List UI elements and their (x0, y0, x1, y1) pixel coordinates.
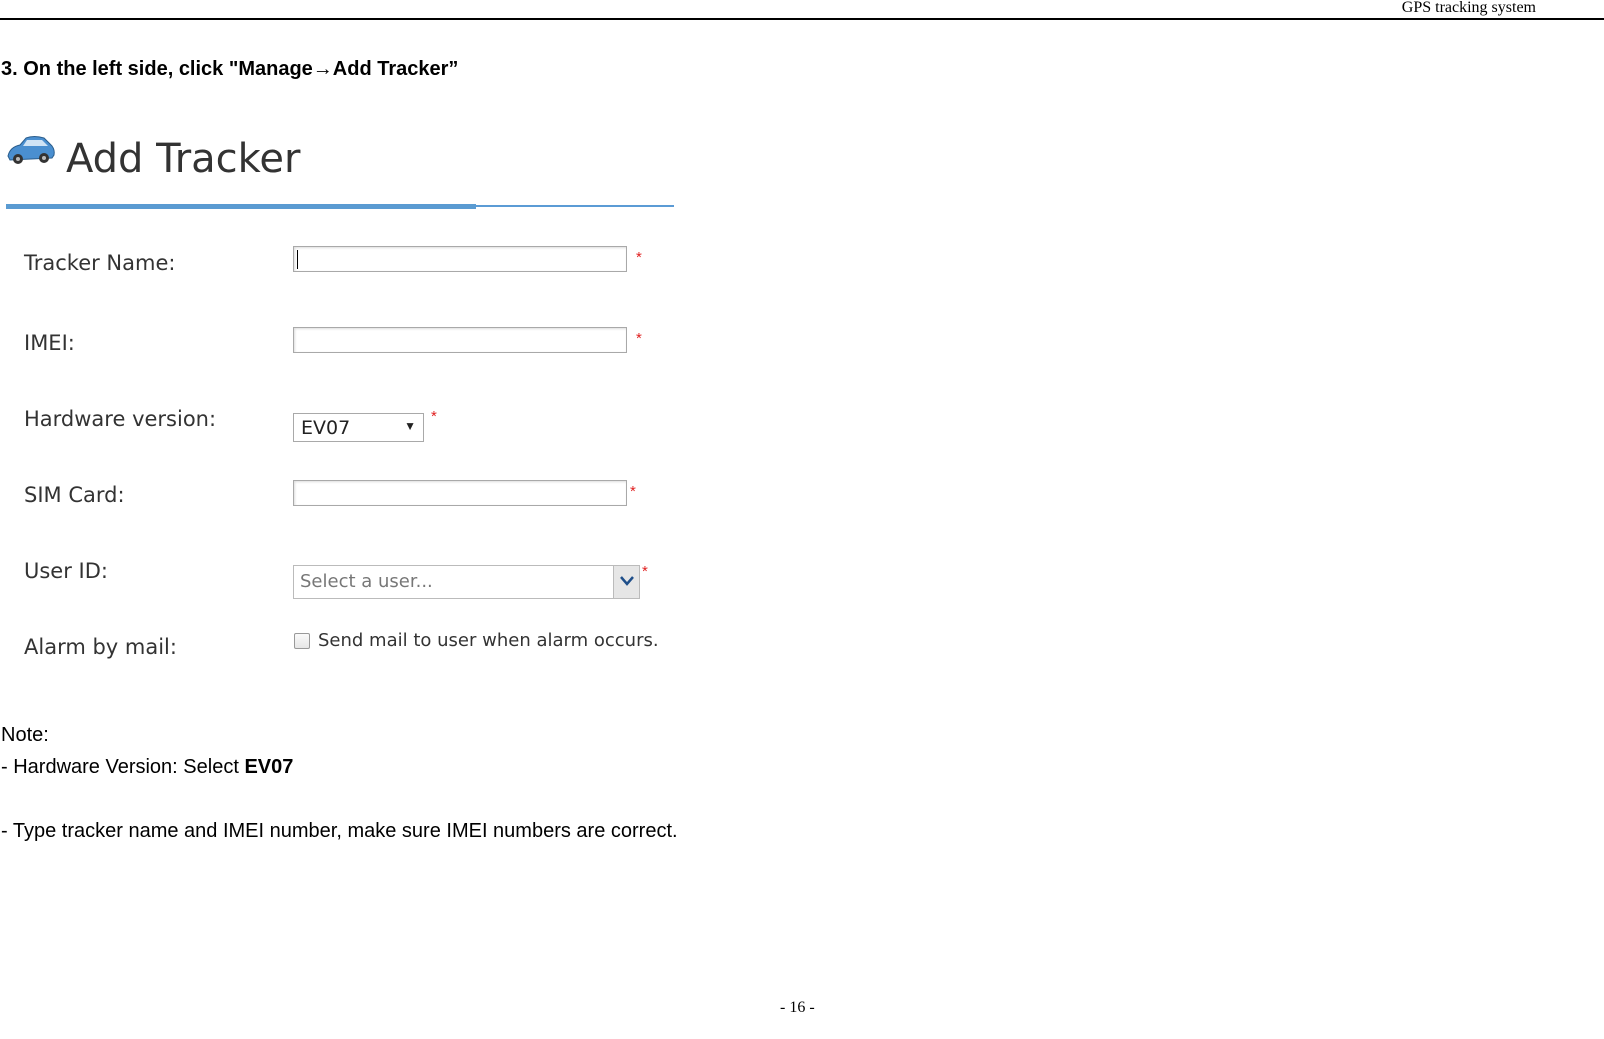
required-marker: * (636, 330, 642, 347)
hardware-version-label: Hardware version: (24, 407, 217, 431)
user-id-placeholder: Select a user... (300, 571, 433, 592)
note-hardware-version-value: EV07 (244, 756, 294, 778)
combobox-toggle-button[interactable] (613, 566, 639, 598)
dropdown-arrow-icon: ▼ (404, 419, 416, 433)
hardware-version-select[interactable] (293, 413, 424, 442)
page-number: - 16 - (780, 999, 815, 1016)
note-imei: - Type tracker name and IMEI number, make sure IMEI numbers are correct. (1, 820, 678, 842)
title-divider-accent (6, 204, 476, 209)
required-marker: * (630, 483, 636, 500)
user-id-combobox[interactable] (293, 565, 640, 599)
required-marker: * (431, 408, 437, 425)
note-title: Note: (1, 724, 49, 746)
sim-card-label: SIM Card: (24, 483, 125, 507)
sim-card-input[interactable] (293, 480, 627, 506)
header-rule (0, 18, 1604, 20)
required-marker: * (642, 563, 648, 580)
step-instruction: 3. On the left side, click "Manage→Add Tracker” (1, 58, 459, 80)
note-hardware-version (1, 754, 293, 780)
alarm-by-mail-label: Alarm by mail: (24, 635, 177, 659)
imei-input[interactable] (293, 327, 627, 353)
send-mail-checkbox[interactable] (294, 633, 310, 649)
car-icon (4, 134, 56, 166)
note-hardware-version-text: - Hardware Version: Select (1, 756, 245, 778)
send-mail-checkbox-label[interactable]: Send mail to user when alarm occurs. (318, 630, 659, 651)
add-tracker-screenshot (0, 120, 680, 680)
imei-label: IMEI: (24, 331, 75, 355)
text-caret (297, 250, 298, 269)
user-id-label: User ID: (24, 559, 108, 583)
tracker-name-input[interactable] (293, 246, 627, 272)
running-header: GPS tracking system (1401, 0, 1536, 16)
required-marker: * (636, 249, 642, 266)
chevron-down-icon (620, 576, 634, 586)
tracker-name-label: Tracker Name: (24, 251, 176, 275)
hardware-version-value: EV07 (301, 417, 351, 439)
form-title: Add Tracker (66, 136, 301, 182)
